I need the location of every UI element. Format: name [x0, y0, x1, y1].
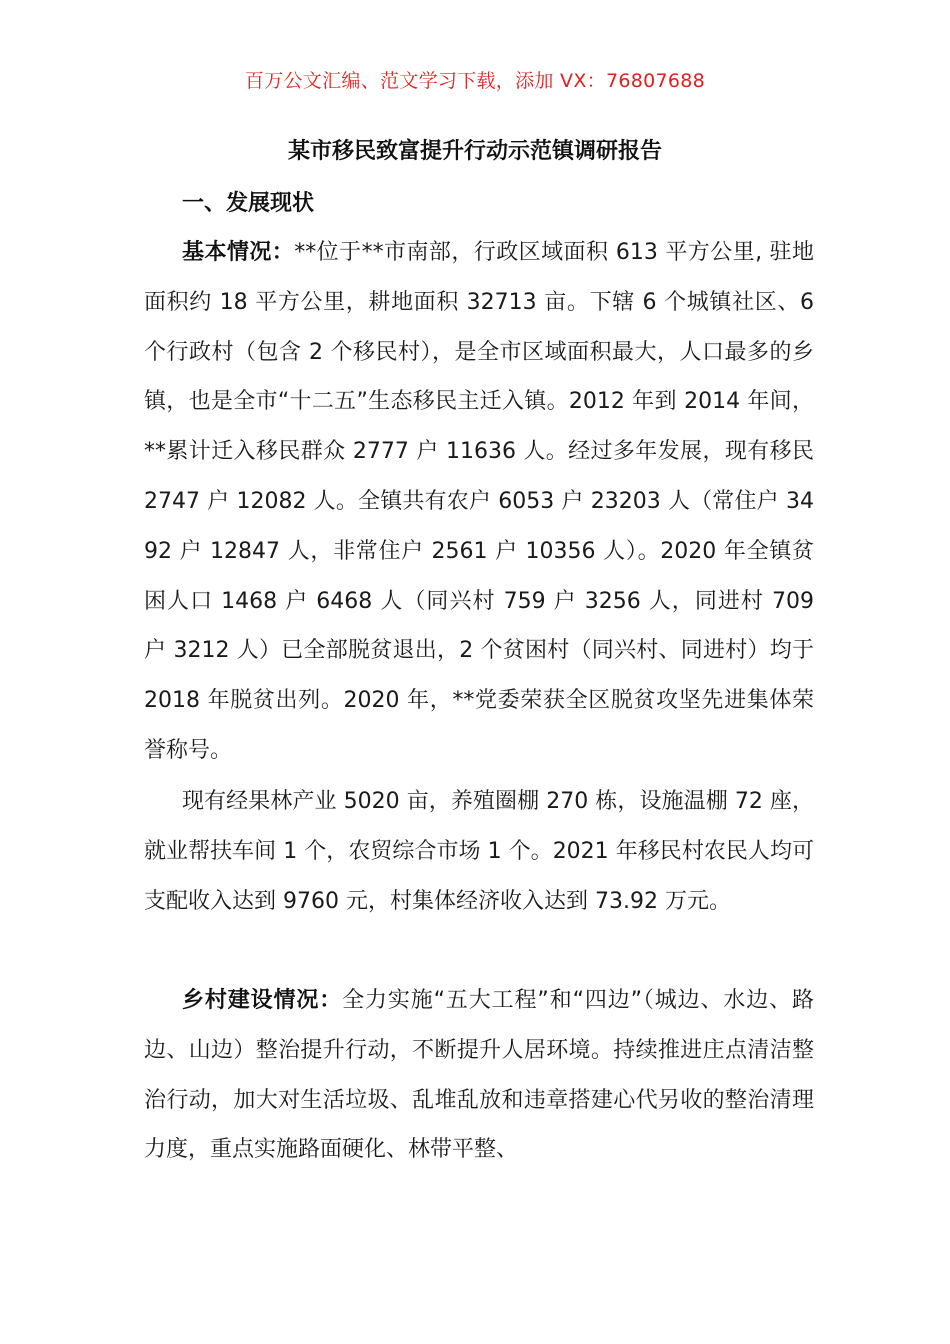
paragraph-industry: [144, 777, 814, 926]
document-title: 某市移民致富提升行动示范镇调研报告: [287, 139, 662, 164]
paragraph-lead: 基本情况：: [182, 240, 295, 265]
paragraph-text: **位于**市南部，行政区域面积 613 平方公里, 驻地面积约 18 平方公里，耕地面积 32713 亩。下辖 6 个城镇社区、6 个行政村（包含 2 个移民村），是全市区域面积最大，人口最多的乡镇，也是全市“十二五”生态移民主迁入镇。2012 年到 2014 年间，**累计迁入移民群众 2777 户 11636 人。经过多年发展，现有移民 2747 户 12082 人。全镇共有农户 6053 户 23203 人（常住户 3492 户 12847 人，非常住户 2561 户 10356 人）。2020 年全镇贫困人口 1468 户 6468 人（同兴村 759 户 3256 人，同进村 709 户 3212 人）已全部脱贫退出，2 个贫困村（同兴村、同进村）均于 2018 年脱贫出列。2020 年，**党委荣获全区脱贫攻坚先进集体荣誉称号。: [144, 240, 814, 763]
paragraph-basic-situation: [144, 228, 814, 776]
paragraph-rural-construction: [144, 976, 814, 1175]
section-heading: 一、发展现状: [182, 191, 315, 216]
paragraph-lead: 乡村建设情况：: [182, 988, 343, 1013]
header-watermark-note: 百万公文汇编、范文学习下载，添加 VX：76807688: [244, 70, 706, 92]
paragraph-text: 现有经果林产业 5020 亩，养殖圈棚 270 栋，设施温棚 72 座，就业帮扶车间 1 个，农贸综合市场 1 个。2021 年移民村农民人均可支配收入达到 9760 元，村集体经济收入达到 73.92 万元。: [144, 789, 814, 914]
paragraph-text: 全力实施“五大工程”和“四边”（城边、水边、路边、山边）整治提升行动，不断提升人居环境。持续推进庄点清洁整治行动，加大对生活垃圾、乱堆乱放和违章搭建心代另收的整治清理力度，重点实施路面硬化、林带平整、: [144, 988, 814, 1163]
